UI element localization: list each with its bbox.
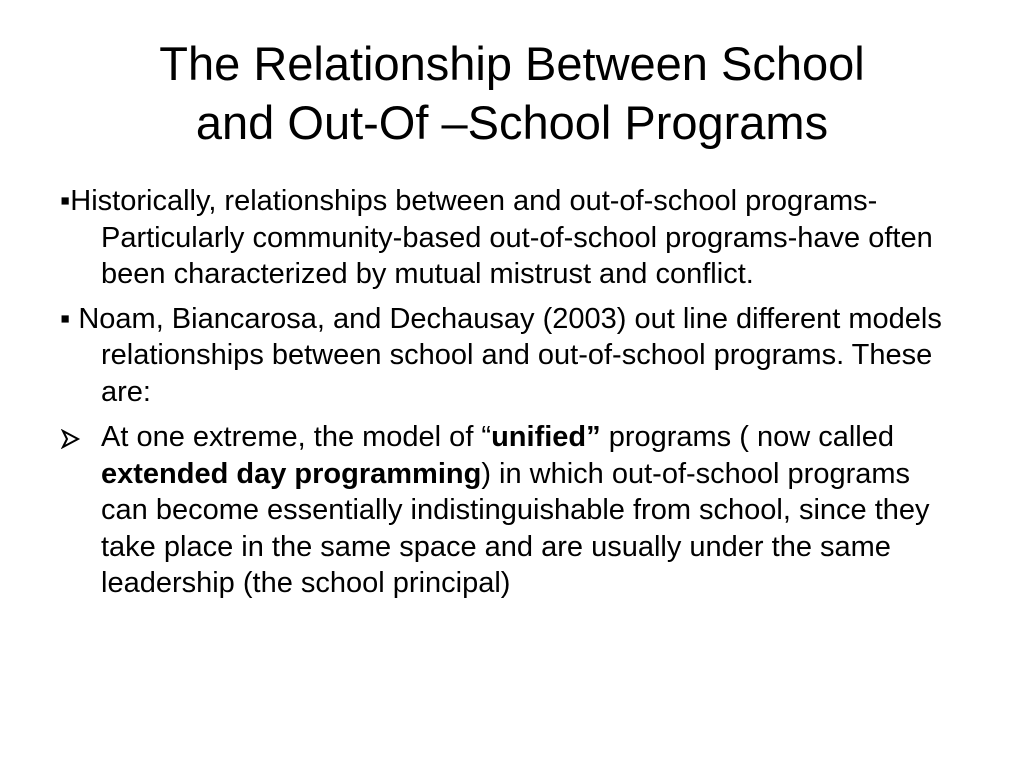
extended-day-term: extended day programming: [101, 457, 482, 490]
bullet-text: Noam, Biancarosa, and Dechausay (2003) out line different models relationships between school and out-of-school programs. These are:: [70, 302, 942, 408]
square-bullet-icon: ▪: [60, 185, 71, 217]
arrow-bullet-text-3: ) in which out-of-school programs can become essentially indistinguishable from school, since they take place in the same space and are usually under the same leadership (the school principal): [101, 457, 930, 599]
bullet-item: [60, 183, 960, 293]
unified-term: unified”: [491, 421, 601, 453]
bullet-text: Historically, relationships between and out-of-school programs-Particularly community-based out-of-school programs-have often been characterized by mutual mistrust and conflict.: [70, 185, 933, 290]
slide-body: [60, 183, 960, 611]
title-line-2: and Out-Of –School Programs: [195, 96, 829, 149]
square-bullet-icon: ▪: [60, 302, 71, 335]
arrow-bullet-text-2: programs ( now called: [600, 421, 894, 453]
arrow-bullet-item: [60, 419, 960, 602]
slide-title: [40, 34, 984, 152]
arrow-bullet-text-1: At one extreme, the model of “: [101, 421, 492, 453]
bullet-item: [60, 301, 960, 411]
title-line-1: The Relationship Between School: [159, 37, 865, 90]
